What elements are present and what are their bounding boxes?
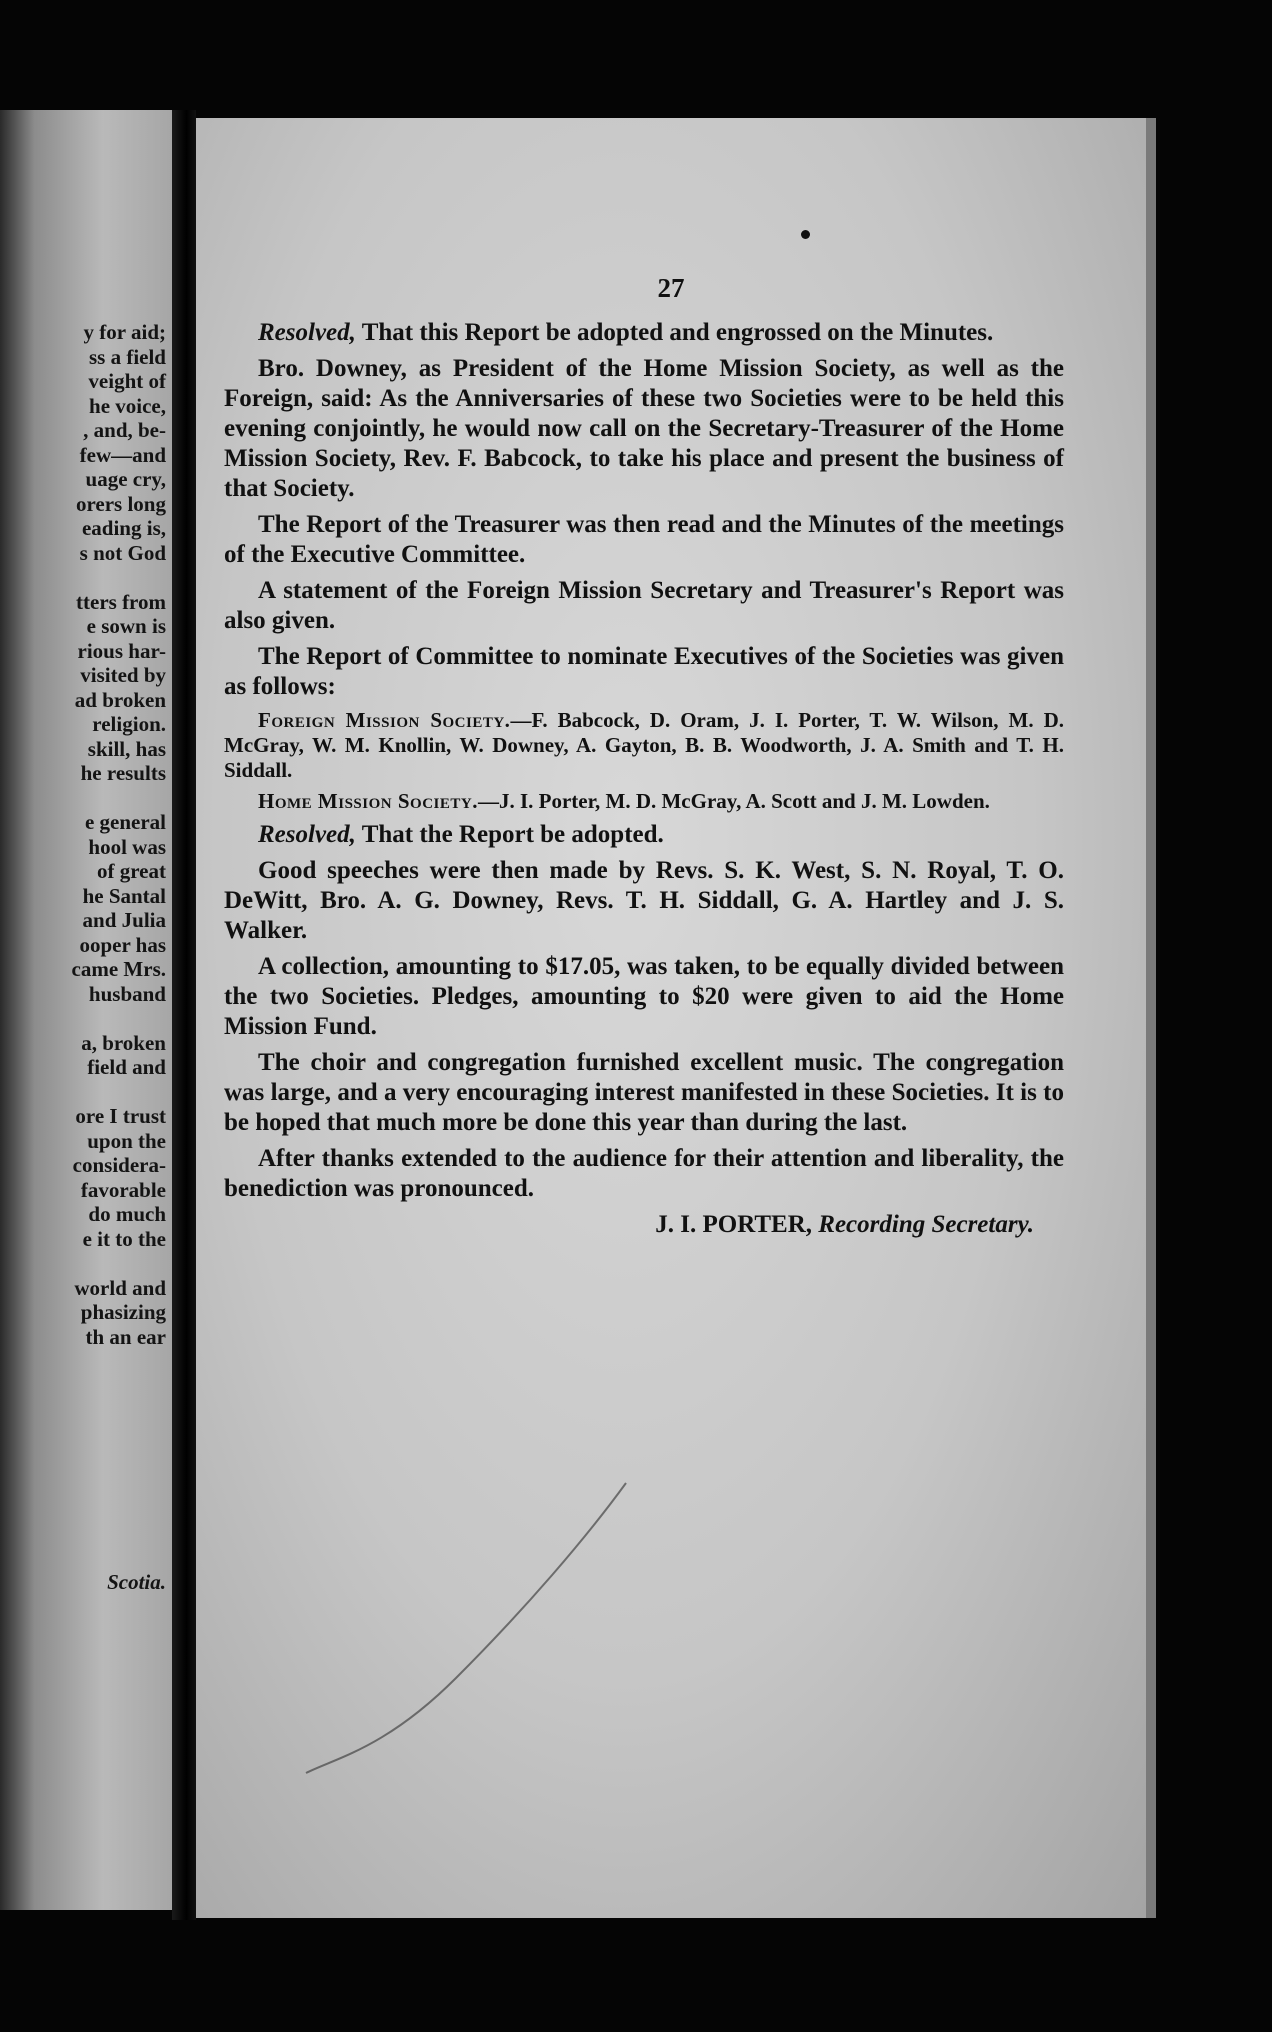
book-page [196, 118, 1156, 1918]
signature-name: J. I. PORTER, [655, 1211, 813, 1238]
committee-lists [224, 708, 1064, 814]
facing-page-line [0, 1006, 166, 1031]
facing-page-line: of great [97, 859, 166, 883]
facing-page-line: considera- [72, 1153, 166, 1177]
facing-page-lines [0, 320, 166, 1594]
facing-page-line: few—and [79, 442, 166, 467]
facing-page-line [0, 1521, 166, 1546]
paragraph [224, 510, 1064, 570]
facing-page-line [0, 1080, 166, 1105]
facing-page-line [0, 1251, 166, 1276]
paragraph [224, 318, 1064, 348]
paragraphs-before [224, 318, 1064, 702]
paragraph-text: The Report of the Treasurer was then read and the Minutes of the meetings of the Executive Committee. [224, 511, 1064, 568]
facing-page-line: uage cry, [85, 467, 166, 491]
facing-page-line [0, 1447, 166, 1472]
facing-page-line: , and, be- [83, 418, 166, 442]
committee-members: —J. I. Porter, M. D. McGray, A. Scott and J. M. Lowden. [477, 789, 990, 813]
facing-page-line: tters from [76, 589, 166, 614]
facing-page-line [0, 1374, 166, 1399]
signature-title: Recording Secretary. [818, 1211, 1034, 1238]
committee-members: —F. Babcock, D. Oram, J. I. Porter, T. W. Wilson, M. D. McGray, W. M. Knollin, W. Downey, A. Gayton, B. B. Woodworth, J. A. Smith and T. H. Siddall. [224, 708, 1064, 782]
book-gutter [172, 110, 196, 1920]
committee-heading: Foreign Mission Society. [258, 708, 511, 732]
facing-page-line: e general [84, 810, 166, 834]
facing-page-line: do much [88, 1202, 166, 1226]
ink-dot [801, 230, 810, 239]
facing-page-line [0, 1472, 166, 1497]
page-number: 27 [657, 273, 685, 303]
facing-page-line [0, 786, 166, 811]
facing-page-line: a, broken [81, 1030, 166, 1055]
committee-heading: Home Mission Society. [258, 789, 478, 813]
facing-page-line [0, 1349, 166, 1374]
facing-page-line: he results [80, 761, 166, 785]
facing-page-line: veight of [88, 369, 166, 393]
facing-page-line: th an ear [85, 1324, 166, 1349]
facing-page-line: and Julia [82, 908, 166, 932]
facing-page-line: ss a field [88, 344, 166, 369]
facing-page-line: rious har- [77, 638, 166, 663]
facing-page-line: ore I trust [75, 1104, 166, 1128]
committee-entry [224, 789, 1064, 814]
facing-page-line: ad broken [74, 687, 166, 712]
facing-page-line [0, 1545, 166, 1570]
facing-page-line: he voice, [89, 393, 166, 418]
paragraph [224, 1048, 1064, 1138]
paragraph-text: A statement of the Foreign Mission Secretary and Treasurer's Report was also given. [224, 577, 1064, 634]
page-body [224, 318, 1064, 1246]
facing-page-line: e it to the [82, 1226, 166, 1251]
facing-page-line: he Santal [82, 883, 166, 908]
facing-page-line [0, 1398, 166, 1423]
facing-page-line: world and [74, 1275, 166, 1300]
paragraph [224, 642, 1064, 702]
facing-page-line [0, 565, 166, 590]
paragraph-text: A collection, amounting to $17.05, was taken, to be equally divided between the two Societies. Pledges, amounting to $20 were given to aid the Home Mission Fund. [224, 953, 1064, 1040]
facing-page-line: Scotia. [107, 1569, 166, 1594]
facing-page-line: orers long [75, 491, 166, 516]
paragraph-text: The Report of Committee to nominate Executives of the Societies was given as follows: [224, 643, 1064, 700]
facing-page-line: favorable [80, 1177, 166, 1202]
paragraph [224, 576, 1064, 636]
facing-page-line: ooper has [79, 932, 166, 957]
facing-page-fragment [0, 110, 172, 1910]
facing-page-line: came Mrs. [71, 957, 166, 981]
facing-page-line: field and [87, 1055, 166, 1079]
facing-page-line: hool was [88, 834, 166, 859]
committee-entry [224, 708, 1064, 783]
facing-page-line: husband [88, 981, 166, 1006]
paragraph-lead: Resolved, [258, 821, 356, 848]
facing-page-line: y for aid; [83, 320, 166, 344]
signature [224, 1210, 1064, 1240]
paragraph-text: The choir and congregation furnished excellent music. The congregation was large, and a very encouraging interest manifested in these Societies. It is to be hoped that much more be done this year than during the last. [224, 1049, 1064, 1136]
paragraph-text: Good speeches were then made by Revs. S. K. West, S. N. Royal, T. O. DeWitt, Bro. A. G. Downey, Revs. T. H. Siddall, G. A. Hartley and J. S. Walker. [224, 857, 1064, 944]
facing-page-line: visited by [80, 663, 166, 687]
paragraph [224, 354, 1064, 504]
paragraph-text: That this Report be adopted and engrossed on the Minutes. [355, 319, 994, 346]
paragraph-text: Bro. Downey, as President of the Home Mission Society, as well as the Foreign, said: As the Anniversaries of these two Societies were to be held this evening conjointly, he would now call on the Secretary-Treasurer of the Home Mission Society, Rev. F. Babcock, to take his place and present the business of that Society. [224, 355, 1064, 502]
paragraph [224, 952, 1064, 1042]
facing-page-line: phasizing [80, 1300, 166, 1324]
paragraph-lead: Resolved, [258, 319, 356, 346]
facing-page-line [0, 1496, 166, 1521]
paragraph [224, 856, 1064, 946]
paragraph-text: After thanks extended to the audience for their attention and liberality, the benediction was pronounced. [224, 1145, 1064, 1202]
paragraphs-after [224, 820, 1064, 1204]
facing-page-line: e sown is [86, 614, 166, 638]
pencil-scratch [296, 1478, 636, 1778]
facing-page-line: eading is, [81, 516, 166, 540]
facing-page-line: skill, has [87, 736, 166, 761]
facing-page-line: religion. [92, 712, 166, 736]
facing-page-line: upon the [87, 1128, 166, 1153]
paragraph [224, 1144, 1064, 1204]
facing-page-line: s not God [79, 540, 166, 565]
paragraph [224, 820, 1064, 850]
facing-page-line [0, 1423, 166, 1448]
paragraph-text: That the Report be adopted. [355, 821, 664, 848]
